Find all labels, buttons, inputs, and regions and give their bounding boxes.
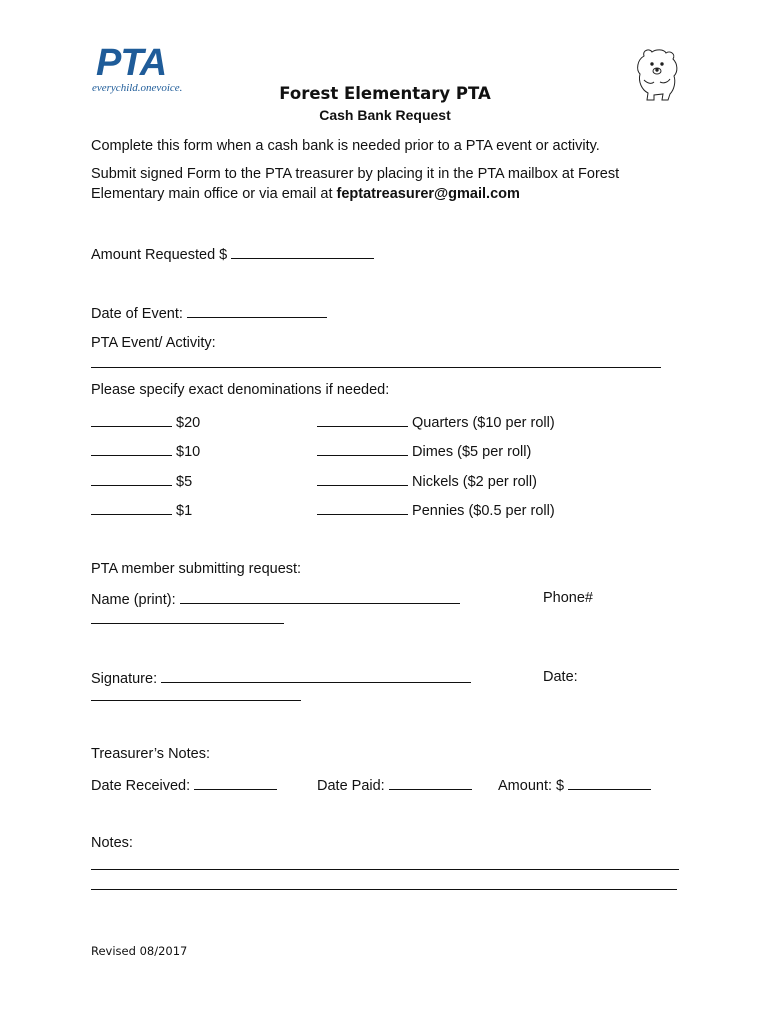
- treasurer-amount-label: Amount: $: [498, 778, 565, 794]
- event-date-row: [91, 303, 327, 323]
- treasurer-heading: Treasurer’s Notes:: [91, 746, 210, 762]
- event-date-label: Date of Event:: [91, 306, 183, 322]
- signature-field[interactable]: [161, 668, 471, 683]
- coin-row-pennies: [317, 500, 555, 520]
- quarters-field[interactable]: [317, 412, 408, 427]
- name-label: Name (print):: [91, 592, 176, 608]
- intro-line-2: Submit signed Form to the PTA treasurer by placing it in the PTA mailbox at Forest: [91, 166, 620, 182]
- amount-requested-row: [91, 244, 374, 264]
- name-field[interactable]: [180, 589, 460, 604]
- denominations-label: Please specify exact denominations if needed:: [91, 382, 390, 398]
- bill-5-label: $5: [176, 474, 193, 490]
- bill-1-label: $1: [176, 503, 193, 519]
- bill-row-1: [91, 500, 192, 520]
- amount-requested-label: Amount Requested $: [91, 247, 228, 263]
- intro-line-3-text: Elementary main office or via email at: [91, 186, 337, 202]
- date-received-label: Date Received:: [91, 778, 191, 794]
- pennies-field[interactable]: [317, 500, 408, 515]
- pta-logo-text: PTA: [96, 42, 167, 84]
- notes-label: Notes:: [91, 835, 133, 851]
- notes-line-1[interactable]: [91, 869, 679, 870]
- member-date-label: Date:: [543, 669, 578, 685]
- member-date-field[interactable]: [91, 700, 301, 701]
- date-paid-row: [317, 775, 472, 795]
- signature-label: Signature:: [91, 671, 158, 687]
- treasurer-amount-field[interactable]: [568, 775, 651, 790]
- bill-row-10: [91, 441, 200, 461]
- member-heading: PTA member submitting request:: [91, 561, 302, 577]
- intro-line-1: Complete this form when a cash bank is needed prior to a PTA event or activity.: [91, 138, 600, 154]
- revised-date: Revised 08/2017: [91, 944, 188, 958]
- notes-line-2[interactable]: [91, 889, 677, 890]
- date-paid-field[interactable]: [389, 775, 472, 790]
- dimes-field[interactable]: [317, 441, 408, 456]
- bill-1-field[interactable]: [91, 500, 172, 515]
- treasurer-email[interactable]: feptatreasurer@gmail.com: [336, 186, 520, 202]
- date-received-field[interactable]: [194, 775, 277, 790]
- pta-logo-tagline: everychild.onevoice.: [92, 82, 183, 94]
- bill-row-20: [91, 412, 200, 432]
- amount-requested-field[interactable]: [231, 244, 374, 259]
- nickels-label: Nickels ($2 per roll): [412, 474, 537, 490]
- quarters-label: Quarters ($10 per roll): [412, 415, 555, 431]
- event-date-field[interactable]: [187, 303, 327, 318]
- treasurer-amount-row: [498, 775, 651, 795]
- bill-10-label: $10: [176, 444, 201, 460]
- bill-5-field[interactable]: [91, 471, 172, 486]
- event-activity-field[interactable]: [91, 367, 661, 368]
- name-row: [91, 589, 460, 609]
- bill-10-field[interactable]: [91, 441, 172, 456]
- nickels-field[interactable]: [317, 471, 408, 486]
- intro-line-3: [91, 185, 520, 203]
- signature-row: [91, 668, 471, 688]
- coin-row-dimes: [317, 441, 531, 461]
- bill-20-field[interactable]: [91, 412, 172, 427]
- pennies-label: Pennies ($0.5 per roll): [412, 503, 555, 519]
- form-title: Forest Elementary PTA: [279, 84, 491, 103]
- phone-label: Phone#: [543, 590, 593, 606]
- bill-row-5: [91, 471, 192, 491]
- form-subtitle: Cash Bank Request: [319, 107, 451, 123]
- coin-row-quarters: [317, 412, 555, 432]
- date-received-row: [91, 775, 277, 795]
- date-paid-label: Date Paid:: [317, 778, 385, 794]
- phone-field[interactable]: [91, 623, 284, 624]
- event-activity-label: PTA Event/ Activity:: [91, 335, 216, 351]
- coin-row-nickels: [317, 471, 537, 491]
- bill-20-label: $20: [176, 415, 201, 431]
- dimes-label: Dimes ($5 per roll): [412, 444, 532, 460]
